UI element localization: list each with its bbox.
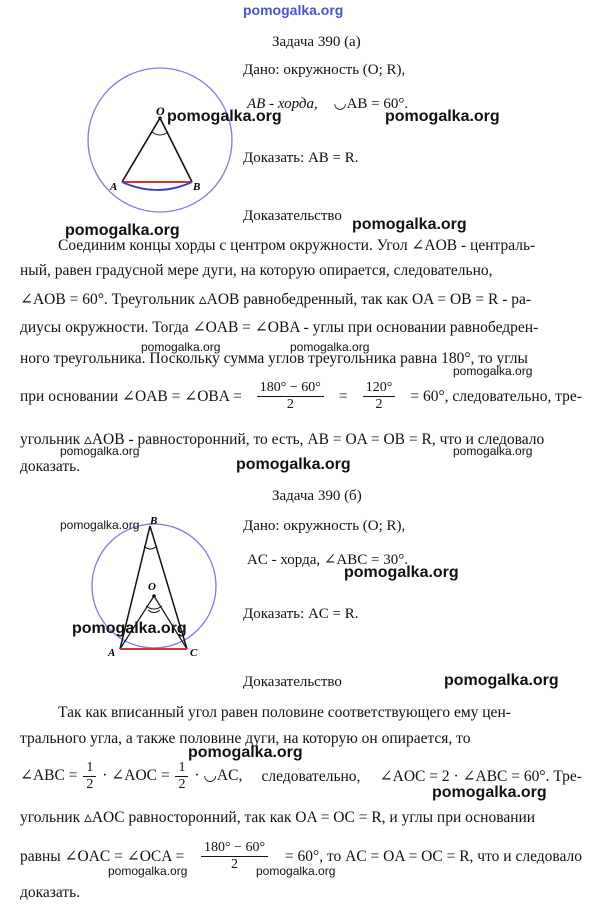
task-a-title: Задача 390 (а) bbox=[272, 34, 361, 50]
watermark-small[interactable]: pomogalka.org bbox=[141, 340, 221, 354]
task-a-arc-text: ◡AB = 60°. bbox=[333, 96, 409, 112]
watermark[interactable]: pomogalka.org bbox=[167, 108, 282, 125]
task-a-line-4: диусы окружности. Тогда ∠OAB = ∠OBA - углы при основании равнобедрен- bbox=[20, 319, 539, 336]
fraction-180-60: $\frac{180^\circ - 60^\circ}{2}$ bbox=[201, 840, 268, 873]
radius-oa bbox=[122, 118, 160, 182]
label-c: C bbox=[190, 647, 198, 658]
fraction-120: $\frac{120^\circ}{2}$ bbox=[363, 380, 396, 413]
watermark[interactable]: pomogalka.org bbox=[65, 222, 180, 239]
watermark-small[interactable]: pomogalka.org bbox=[453, 444, 533, 458]
task-b-title: Задача 390 (б) bbox=[272, 488, 362, 504]
label-o: O bbox=[156, 104, 165, 118]
task-b-given-chord: AC - хорда, ∠ABC = 30°. bbox=[247, 552, 408, 568]
watermark[interactable]: pomogalka.org bbox=[385, 108, 500, 125]
watermark[interactable]: pomogalka.org bbox=[72, 620, 187, 637]
task-b-prove: Доказать: AC = R. bbox=[243, 606, 359, 622]
angle-mark-aoc-2 bbox=[148, 610, 160, 613]
watermark-top[interactable]: pomogalka.org bbox=[243, 2, 344, 18]
angle-mark-aob bbox=[152, 132, 168, 135]
watermark-small[interactable]: pomogalka.org bbox=[453, 364, 533, 378]
watermark[interactable]: pomogalka.org bbox=[352, 216, 467, 233]
task-b-line-last: доказать. bbox=[20, 884, 81, 901]
task-a-line-after: угольник ▵AOB - равносторонний, то есть, AB = OA = OB = R, что и следовало bbox=[20, 431, 545, 448]
watermark[interactable]: pomogalka.org bbox=[188, 744, 303, 761]
task-b-line-2: трального угла, а также половине дуги, на которую он опирается, то bbox=[20, 730, 471, 747]
label-b: B bbox=[150, 515, 158, 527]
watermark[interactable]: pomogalka.org bbox=[444, 672, 559, 689]
task-a-prove: Доказать: AB = R. bbox=[243, 150, 359, 166]
fraction-180-60: $\frac{180^\circ - 60^\circ}{2}$ bbox=[257, 380, 324, 413]
center-point-b bbox=[152, 594, 156, 598]
fraction-half: $\frac{1}{2}$ bbox=[175, 760, 188, 793]
task-a-equation-line: при основании ∠OAB = ∠OBA = $\frac{180^\circ - 60^\circ}{2}$ = $\frac{120^\circ}{2}$ = 60°, следовательно, тре- bbox=[20, 380, 582, 412]
radius-ob bbox=[160, 118, 192, 182]
watermark[interactable]: pomogalka.org bbox=[432, 784, 547, 801]
arc-ab bbox=[122, 182, 192, 190]
task-b-proof-heading: Доказательство bbox=[243, 674, 342, 690]
fraction-half: $\frac{1}{2}$ bbox=[83, 760, 96, 793]
task-a-proof-heading: Доказательство bbox=[243, 208, 342, 224]
watermark-small[interactable]: pomogalka.org bbox=[256, 864, 336, 878]
watermark-small[interactable]: pomogalka.org bbox=[60, 518, 140, 532]
label-o: O bbox=[148, 581, 156, 593]
task-a-line-1: Соединим концы хорды с центром окружности. Угол ∠AOB - централь- bbox=[58, 237, 536, 254]
watermark[interactable]: pomogalka.org bbox=[344, 564, 459, 581]
task-a-line-2: ный, равен градусной мере дуги, на которую опирается, следовательно, bbox=[20, 262, 493, 279]
task-b-line-4: угольник ▵AOC равносторонний, так как OA = OC = R, и углы при основании bbox=[20, 809, 536, 826]
label-b: B bbox=[193, 181, 201, 193]
watermark-small[interactable]: pomogalka.org bbox=[290, 340, 370, 354]
watermark-small[interactable]: pomogalka.org bbox=[108, 864, 188, 878]
angle-mark-abc bbox=[144, 546, 157, 549]
task-b-given-circle: Дано: окружность (O; R), bbox=[243, 518, 406, 534]
angle-mark-aoc bbox=[146, 606, 162, 609]
watermark-small[interactable]: pomogalka.org bbox=[60, 444, 140, 458]
label-a: A bbox=[110, 181, 118, 193]
task-b-line-1: Так как вписанный угол равен половине соответствующего ему цен- bbox=[58, 704, 511, 721]
task-a-given-circle: Дано: окружность (O; R), bbox=[243, 62, 406, 78]
watermark[interactable]: pomogalka.org bbox=[236, 456, 351, 473]
task-a-line-last: доказать. bbox=[20, 458, 81, 475]
task-a-line-5: ного треугольника. Поскольку сумма углов треугольника равна 180°, то углы bbox=[20, 350, 528, 367]
task-b-equation-line-2: равны ∠OAC = ∠OCA = $\frac{180^\circ - 60^\circ}{2}$ = 60°, то AC = OA = OC = R, что и следовало bbox=[20, 840, 582, 872]
task-a-chord-text: AB - хорда, bbox=[247, 96, 318, 112]
label-a: A bbox=[108, 647, 116, 658]
task-a-figure bbox=[80, 60, 240, 220]
task-a-line-3: ∠AOB = 60°. Треугольник ▵AOB равнобедренный, так как OA = OB = R - ра- bbox=[20, 291, 532, 308]
task-b-equation-line: ∠ABC = $\frac{1}{2}$ · ∠AOC = $\frac{1}{2}$ · ◡AC, следовательно, ∠AOC = 2 · ∠ABC = 60°. Тре- bbox=[20, 760, 582, 792]
